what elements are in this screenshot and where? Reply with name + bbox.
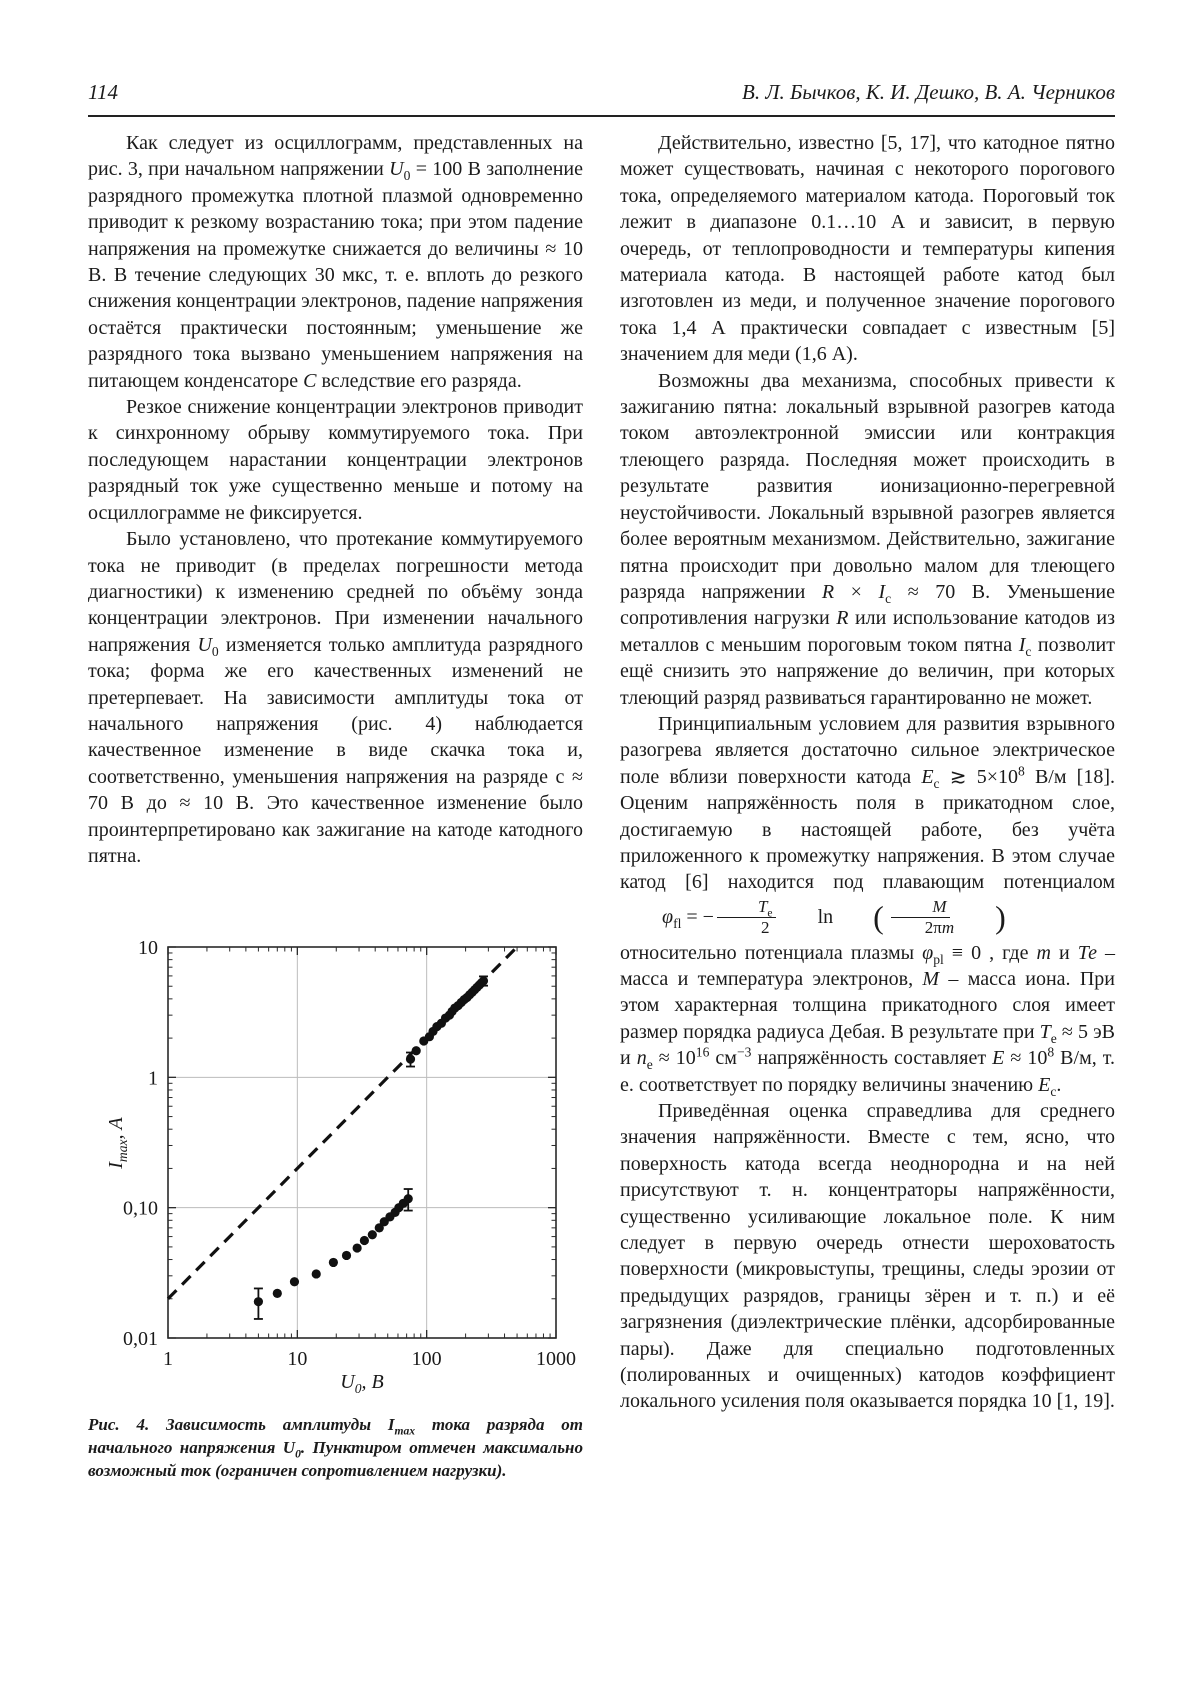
paragraph: Приведённая оценка справедлива для среднего значения напряжённости. Вместе с тем, ясно, что поверхность катода всегда неоднородна и на ней присутствуют т. н. концентраторы напряжённости, существенно усиливающие локальное поле. К ним следует в первую очередь отнести шероховатость поверхности (микровыступы, трещины, следы эрозии от предыдущих разрядов, границы зёрен и т. п.) и её загрязнения (диэлектрические плёнки, адсорбированные пары). Даже для специально подготовленных (полированных и очищенных) катодов коэффициент локального усиления поля оказывается порядка 10 [1, 19]. <box>620 1099 1115 1413</box>
page-number: 114 <box>88 80 118 104</box>
svg-text:10: 10 <box>287 1348 308 1371</box>
header-rule <box>88 115 1115 117</box>
formula-right-paren: ) <box>995 899 1006 936</box>
svg-text:10: 10 <box>138 937 158 960</box>
svg-text:0,10: 0,10 <box>123 1198 158 1221</box>
imax-vs-u0-chart <box>88 883 583 1403</box>
formula-paragraph-tail: относительно потенциала плазмы $\varphi_{pl} \equiv 0$ , где m и Те – масса и температура электронов, M – масса иона. При этом характерная толщина прикатодного слоя имеет размер порядка радиуса Дебая. В результате при $T_e \approx 5$ эВ и $n_e \approx 10^{16}$ $см^{-3}$ напряжённость составляет $E \approx 10^8$ В/м, т. е. соответствует по порядку величины значению $E_c$. <box>620 941 1116 1099</box>
paragraph: Резкое снижение концентрации электронов приводит к синхронному обрыву коммутируемого тока. При последующем нарастании концентрации электронов разрядный ток уже существенно меньше и потому на осциллограмме не фиксируется. <box>88 396 583 524</box>
svg-text:1: 1 <box>163 1348 173 1371</box>
right-column <box>620 130 1115 1415</box>
running-header <box>88 80 1115 105</box>
paragraph-with-formula <box>620 711 1115 1098</box>
svg-text:1000: 1000 <box>536 1348 576 1371</box>
svg-text:1: 1 <box>148 1067 158 1090</box>
formula-ln: ln <box>817 906 834 929</box>
chart-area <box>88 883 583 1403</box>
formula-lhs: $\varphi_{fl}$ = − <box>662 906 714 932</box>
formula-fraction-te-over-2: $\frac{T_e}{2}$ <box>717 898 776 938</box>
paragraph: Было установлено, что протекание коммутируемого тока не приводит (в пределах погрешности метода диагностики) к изменению средней по объёму зонда концентрации электронов. При изменении начального напряжения $U_0$ изменяется только амплитуда разрядного тока; форма же его качественных изменений не претерпевает. На зависимости амплитуды тока от начального напряжения (рис. 4) наблюдается качественное изменение в виде скачка тока и, соответственно, уменьшения напряжения на разряде с ≈ 70 В до ≈ 10 В. Это качественное изменение было проинтерпретировано как зажигание на катоде катодного пятна. <box>88 528 583 867</box>
svg-text:100: 100 <box>411 1348 442 1371</box>
floating-potential-formula <box>624 898 1006 938</box>
paragraph: Действительно, известно [5, 17], что катодное пятно может существовать, начиная с некоторого порогового тока, определяемого материалом катода. Пороговый ток лежит в диапазоне 0.1…10 А и зависит, в первую очередь, от теплопроводности и температуры кипения материала катода. В настоящей работе катод был изготовлен из меди, и полученное значение порогового тока 1,4 А практически совпадает с известным [5] значением для меди (1,6 А). <box>620 132 1115 366</box>
y-axis-label: $I_{max}$, А <box>104 1117 130 1170</box>
figure-4 <box>88 883 583 1482</box>
formula-paragraph-lead: Принципиальным условием для развития взрывного разогрева является достаточно сильное электрическое поле вблизи поверхности катода $E_c$ ≳ $5\times 10^8$ В/м [18]. Оценим напряжённость поля в прикатодном слое, достигаемую в настоящей работе, без учёта приложенного к промежутку напряжения. В этом случае катод [6] находится под плавающим потенциалом <box>620 712 1115 894</box>
left-column <box>88 130 583 1482</box>
formula-fraction-m-over-2pim: $\frac{M}{2\pi m}$ <box>887 898 954 938</box>
running-authors: В. Л. Бычков, К. И. Дешко, В. А. Черников <box>742 80 1115 104</box>
paragraph: Как следует из осциллограмм, представленных на рис. 3, при начальном напряжении $U_0 = 100$ В заполнение разрядного промежутка плотной плазмой одновременно приводит к резкому возрастанию тока; при этом падение напряжения на промежутке снижается до величины ≈ 10 В. В течение следующих 30 мкс, т. е. вплоть до резкого снижения концентрации электронов, падение напряжения остаётся практически постоянным; уменьшение же разрядного тока вызвано уменьшением напряжения на питающем конденсаторе C вследствие его разряда. <box>88 132 583 392</box>
formula-left-paren: ( <box>873 899 884 936</box>
x-axis-label: $U_0$, В <box>340 1371 384 1397</box>
paragraph: Возможны два механизма, способных привести к зажиганию пятна: локальный взрывной разогрев катода током автоэлектронной эмиссии или контракция тлеющего разряда. Последняя может происходить в результате развития ионизационно-перегревной неустойчивости. Локальный взрывной разогрев является более вероятным механизмом. Действительно, зажигание пятна происходит при довольно малом для тлеющего разряда напряжении $R \times I_c \approx 70$ В. Уменьшение сопротивления нагрузки R или использование катодов из металлов с меньшим пороговым током пятна $I_c$ позволит ещё снизить это напряжение до величин, при которых тлеющий разряд развиваться гарантированно не может. <box>620 369 1115 709</box>
svg-text:0,01: 0,01 <box>123 1328 158 1351</box>
figure-caption: Рис. 4. Зависимость амплитуды $I_{max}$ тока разряда от начального напряжения $U_0$. Пунктиром отмечен максимально возможный ток (ограничен сопротивлением нагрузки). <box>88 1415 583 1481</box>
